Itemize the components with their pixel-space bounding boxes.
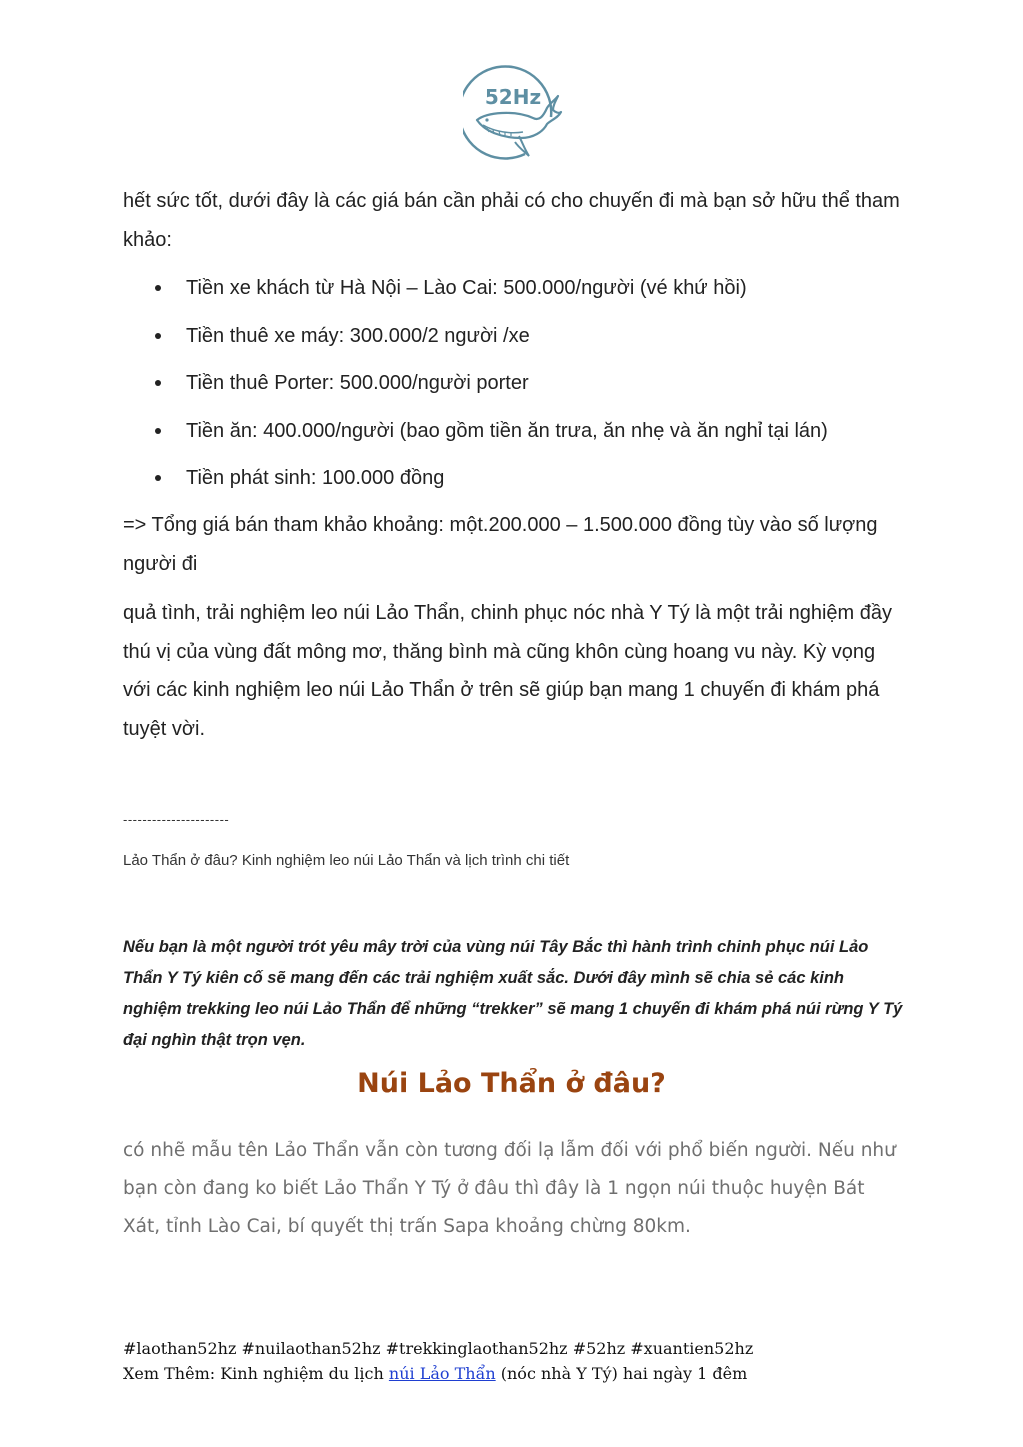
- logo-text: 52Hz: [484, 85, 542, 109]
- bullet-icon: [155, 285, 161, 291]
- article-title: Lảo Thẩn ở đâu? Kinh nghiệm leo núi Lảo Thẩn và lịch trình chi tiết: [123, 852, 570, 869]
- section-heading: Núi Lảo Thẩn ở đâu?: [357, 1068, 666, 1099]
- list-item: [123, 460, 903, 508]
- whale-icon: [463, 62, 563, 162]
- opening-paragraph: hết sức tốt, dưới đây là các giá bán cần phải có cho chuyến đi mà bạn sở hữu thể tham khảo:: [123, 190, 900, 251]
- location-paragraph: có nhẽ mẫu tên Lảo Thẩn vẫn còn tương đối lạ lẫm đối với phổ biến người. Nếu như bạn còn đang ko biết Lảo Thẩn Y Tý ở đâu thì đây là 1 ngọn núi thuộc huyện Bát Xát, tỉnh Lào Cai, bí quyết thị trấn Sapa khoảng chừng 80km.: [123, 1140, 896, 1237]
- list-item-text: Tiền thuê xe máy: 300.000/2 người /xe: [186, 324, 530, 347]
- bullet-icon: [155, 475, 161, 481]
- see-more-link[interactable]: núi Lảo Thẩn: [388, 1364, 496, 1383]
- list-item: [123, 270, 903, 318]
- see-more-prefix: Xem Thêm: Kinh nghiệm du lịch: [123, 1364, 389, 1383]
- bullet-icon: [155, 428, 161, 434]
- list-item: [123, 318, 903, 366]
- see-more-suffix: (nóc nhà Y Tý) hai ngày 1 đêm: [495, 1364, 748, 1383]
- see-more-line: [123, 1361, 903, 1386]
- intro-paragraph: Nếu bạn là một người trót yêu mây trời của vùng núi Tây Bắc thì hành trình chinh phục núi Lảo Thẩn Y Tý kiên cố sẽ mang đến các trải nghiệm xuất sắc. Dưới đây mình sẽ chia sẻ các kinh nghiệm trekking leo núi Lảo Thẩn để những “trekker” sẽ mang 1 chuyến đi khám phá núi rừng Y Tý đại nghìn thật trọn vẹn.: [123, 938, 903, 1049]
- list-item: [123, 413, 903, 461]
- total-line: => Tổng giá bán tham khảo khoảng: một.200.000 – 1.500.000 đồng tùy vào số lượng người đi: [123, 514, 878, 575]
- footer: [123, 1336, 903, 1386]
- bullet-icon: [155, 333, 161, 339]
- brand-logo: [463, 62, 563, 162]
- hashtags: #laothan52hz #nuilaothan52hz #trekkinglaothan52hz #52hz #xuantien52hz: [123, 1339, 754, 1358]
- list-item-text: Tiền xe khách từ Hà Nội – Lào Cai: 500.000/người (vé khứ hồi): [186, 277, 747, 299]
- bullet-icon: [155, 380, 161, 386]
- divider: ----------------------: [123, 812, 230, 827]
- cost-list: [123, 270, 903, 508]
- list-item-text: Tiền ăn: 400.000/người (bao gồm tiền ăn trưa, ăn nhẹ và ăn nghỉ tại lán): [186, 419, 828, 442]
- list-item-text: Tiền thuê Porter: 500.000/người porter: [186, 372, 529, 394]
- conclusion-paragraph: quả tình, trải nghiệm leo núi Lảo Thẩn, chinh phục nóc nhà Y Tý là một trải nghiệm đầy thú vị của vùng đất mông mơ, thăng bình mà cũng khôn cùng hoang vu này. Kỳ vọng với các kinh nghiệm leo núi Lảo Thẩn ở trên sẽ giúp bạn mang 1 chuyến đi khám phá tuyệt vời.: [123, 602, 893, 740]
- list-item: [123, 365, 903, 413]
- list-item-text: Tiền phát sinh: 100.000 đồng: [186, 467, 445, 489]
